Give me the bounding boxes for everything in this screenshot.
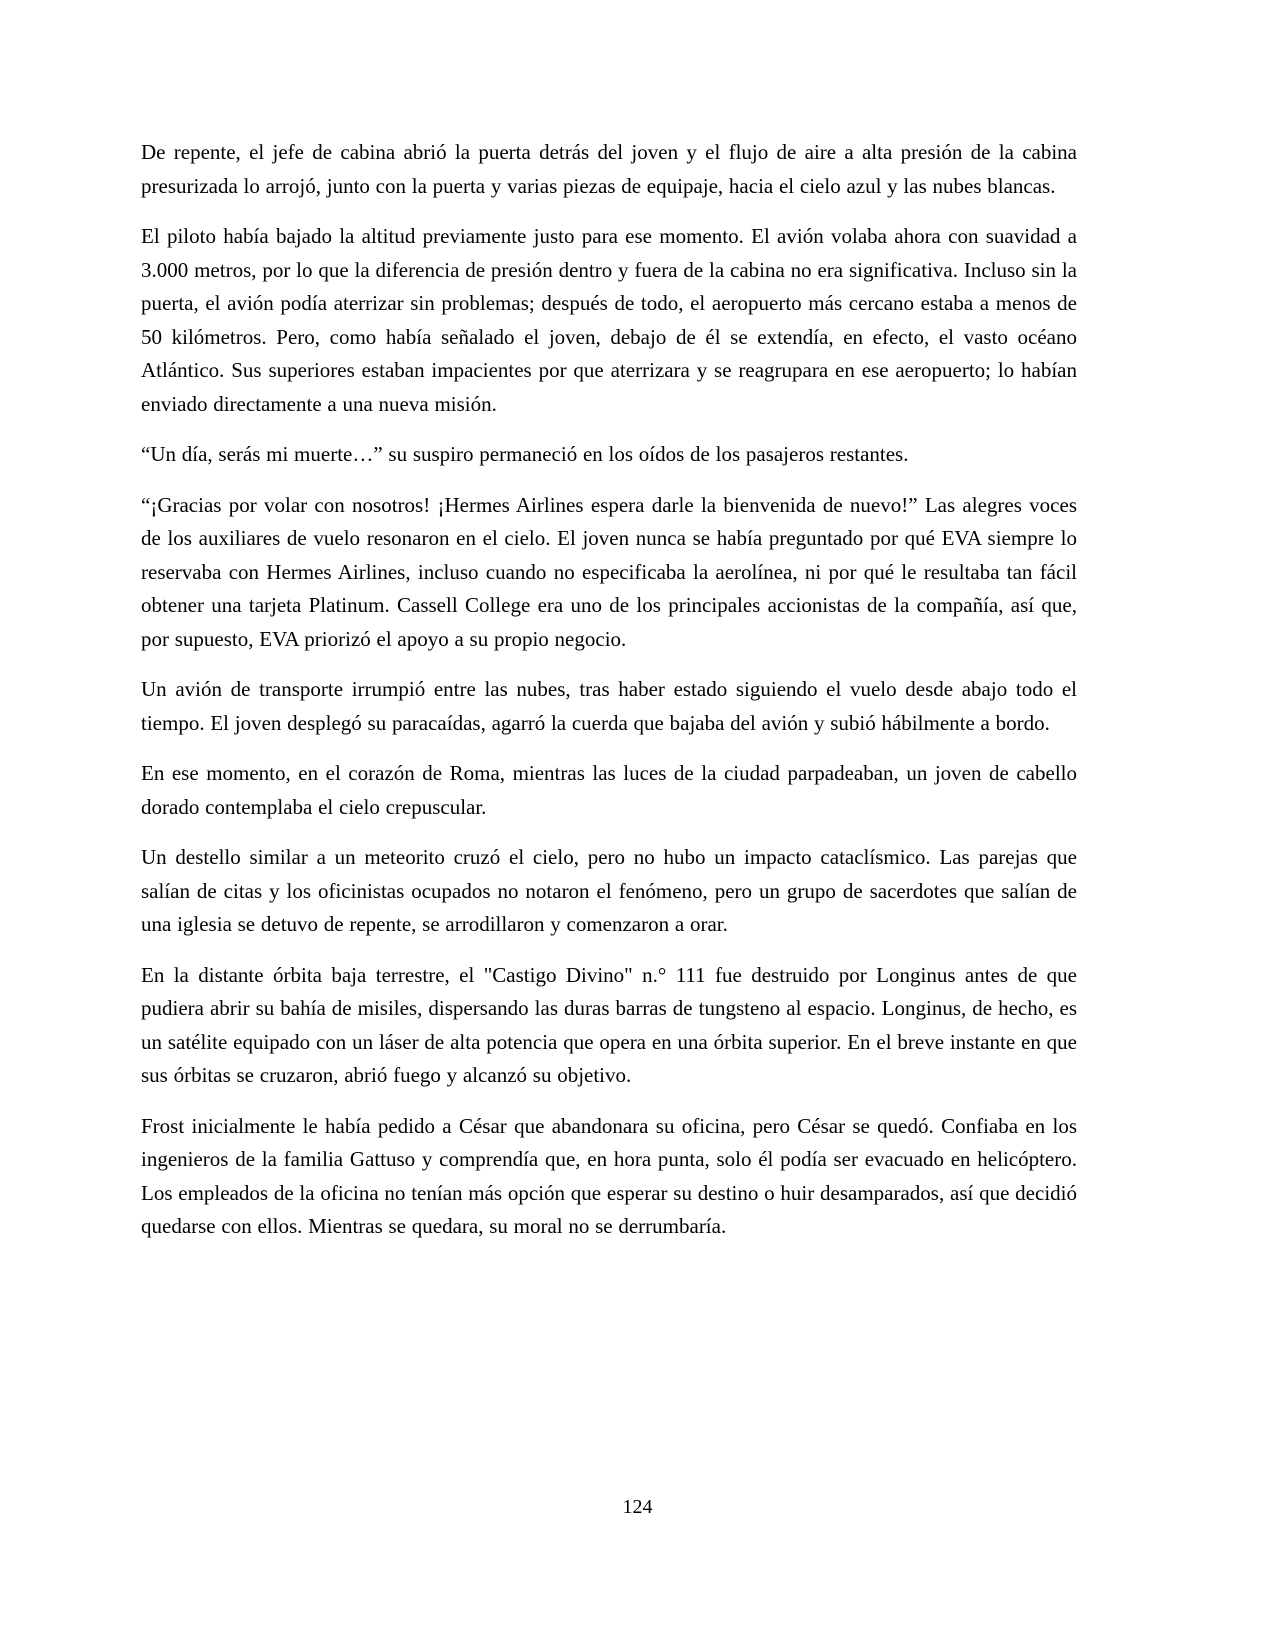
paragraph-2: El piloto había bajado la altitud previamente justo para ese momento. El avión volaba ahora con suavidad a 3.000 metros, por lo que la diferencia de presión dentro y fuera de la cabina no era significativa. Incluso sin la puerta, el avión podía aterrizar sin problemas; después de todo, el aeropuerto más cercano estaba a menos de 50 kilómetros. Pero, como había señalado el joven, debajo de él se extendía, en efecto, el vasto océano Atlántico. Sus superiores estaban impacientes por que aterrizara y se reagrupara en ese aeropuerto; lo habían enviado directamente a una nueva misión. <box>141 224 1077 416</box>
paragraph-9: Frost inicialmente le había pedido a César que abandonara su oficina, pero César se quedó. Confiaba en los ingenieros de la familia Gattuso y comprendía que, en hora punta, solo él podía ser evacuado en helicóptero. Los empleados de la oficina no tenían más opción que esperar su destino o huir desamparados, así que decidió quedarse con ellos. Mientras se quedara, su moral no se derrumbaría. <box>141 1113 1077 1238</box>
paragraph-8: En la distante órbita baja terrestre, el "Castigo Divino" n.° 111 fue destruido por Longinus antes de que pudiera abrir su bahía de misiles, dispersando las duras barras de tungsteno al espacio. Longinus, de hecho, es un satélite equipado con un láser de alta potencia que opera en una órbita superior. En el breve instante en que sus órbitas se cruzaron, abrió fuego y alcanzó su objetivo. <box>141 962 1077 1087</box>
paragraph-6: En ese momento, en el corazón de Roma, mientras las luces de la ciudad parpadeaban, un joven de cabello dorado contemplaba el cielo crepuscular. <box>141 761 1077 819</box>
paragraph-1: De repente, el jefe de cabina abrió la puerta detrás del joven y el flujo de aire a alta presión de la cabina presurizada lo arrojó, junto con la puerta y varias piezas de equipaje, hacia el cielo azul y las nubes blancas. <box>141 140 1077 198</box>
paragraph-4: “¡Gracias por volar con nosotros! ¡Hermes Airlines espera darle la bienvenida de nuevo!” Las alegres voces de los auxiliares de vuelo resonaron en el cielo. El joven nunca se había preguntado por qué EVA siempre lo reservaba con Hermes Airlines, incluso cuando no especificaba la aerolínea, ni por qué le resultaba tan fácil obtener una tarjeta Platinum. Cassell College era uno de los principales accionistas de la compañía, así que, por supuesto, EVA priorizó el apoyo a su propio negocio. <box>141 492 1077 651</box>
paragraph-3: “Un día, serás mi muerte…” su suspiro permaneció en los oídos de los pasajeros restantes. <box>141 442 909 466</box>
page-content <box>141 136 1077 1261</box>
page-number: 124 <box>622 1496 653 1518</box>
paragraph-7: Un destello similar a un meteorito cruzó el cielo, pero no hubo un impacto cataclísmico. Las parejas que salían de citas y los oficinistas ocupados no notaron el fenómeno, pero un grupo de sacerdotes que salían de una iglesia se detuvo de repente, se arrodillaron y comenzaron a orar. <box>141 845 1077 936</box>
paragraph-5: Un avión de transporte irrumpió entre las nubes, tras haber estado siguiendo el vuelo desde abajo todo el tiempo. El joven desplegó su paracaídas, agarró la cuerda que bajaba del avión y subió hábilmente a bordo. <box>141 677 1077 735</box>
